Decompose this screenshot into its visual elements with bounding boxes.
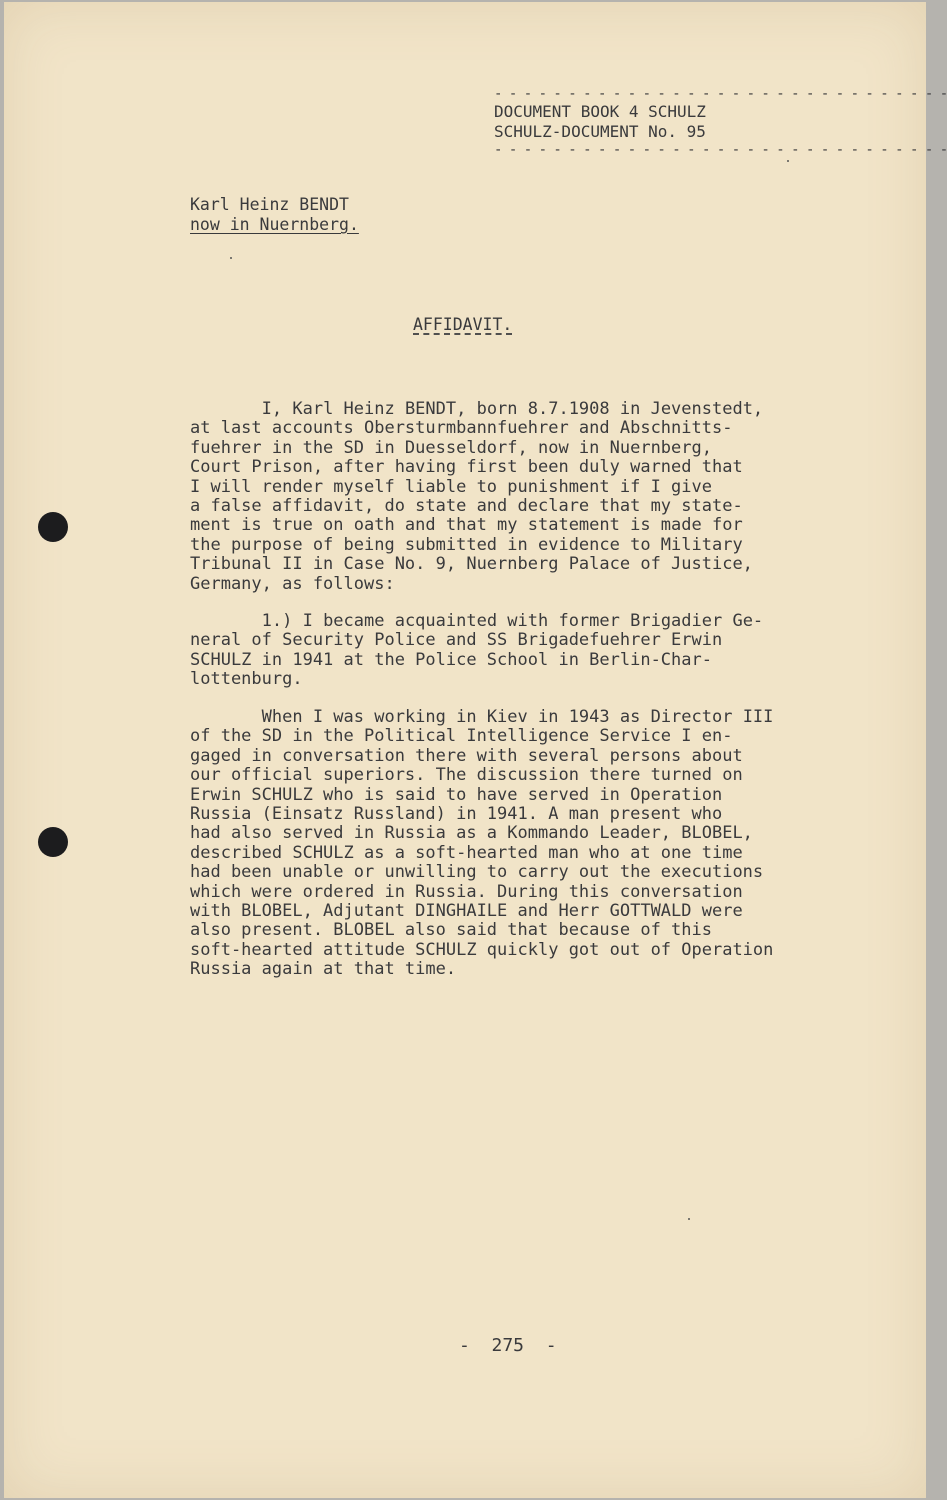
document-title: AFFIDAVIT.	[413, 315, 513, 334]
paper-speck	[688, 1218, 690, 1220]
header-bottom-rule: - - - - - - - - - - - - - - - - - - - - - - - - - - - - - - -	[494, 142, 947, 158]
paragraph-kiev-conversation	[190, 708, 870, 980]
punch-hole	[38, 512, 68, 542]
addressee-block	[190, 195, 359, 235]
document-page	[4, 2, 947, 1498]
header-top-rule: - - - - - - - - - - - - - - - - - - - - - - - - - - - - - - -	[494, 86, 947, 102]
paragraph-acquaintance	[190, 612, 870, 690]
document-header	[494, 86, 947, 158]
paragraph-indent	[190, 399, 262, 419]
paragraph-indent	[190, 707, 262, 727]
affiant-location: now in Nuernberg.	[190, 215, 359, 234]
paragraph-acquaintance-text: 1.) I became acquainted with former Brigadier Ge- neral of Security Police and SS Brigadefuehrer Erwin SCHULZ in 1941 at the Police School in Berlin-Char- lottenburg.	[190, 611, 764, 690]
paper-speck	[787, 160, 789, 162]
paragraph-indent	[190, 611, 262, 631]
paragraph-kiev-conversation-text: When I was working in Kiev in 1943 as Director III of the SD in the Political Intelligence Service I en- gaged in conversation there with several persons about our official superiors. The discussion there turned on Erwin SCHULZ who is said to have served in Operation Russia (Einsatz Russland) in 1941. A man present who had also served in Russia as a Kommando Leader, BLOBEL, described SCHULZ as a soft-hearted man who at one time had been unable or unwilling to carry out the executions which were ordered in Russia. During this conversation with BLOBEL, Adjutant DINGHAILE and Herr GOTTWALD were also present. BLOBEL also said that because of this soft-hearted attitude SCHULZ quickly got out of Operation Russia again at that time.	[190, 707, 774, 980]
paper-speck	[230, 257, 232, 259]
document-number-label: SCHULZ-DOCUMENT No. 95	[494, 122, 706, 141]
page-number: - 275 -	[459, 1335, 557, 1356]
document-book-label: DOCUMENT BOOK 4 SCHULZ	[494, 102, 706, 121]
punch-hole	[38, 827, 68, 857]
paragraph-oath	[190, 400, 870, 594]
affiant-name: Karl Heinz BENDT	[190, 195, 349, 214]
paragraph-oath-text: I, Karl Heinz BENDT, born 8.7.1908 in Jevenstedt, at last accounts Obersturmbannfuehrer and Abschnitts- fuehrer in the SD in Duesseldorf, now in Nuernberg, Court Prison, after having first been duly warned that I will render myself liable to punishment if I give a false affidavit, do state and declare that my state- ment is true on oath and that my statement is made for the purpose of being submitted in evidence to Military Tribunal II in Case No. 9, Nuernberg Palace of Justice, Germany, as follows:	[190, 399, 764, 594]
